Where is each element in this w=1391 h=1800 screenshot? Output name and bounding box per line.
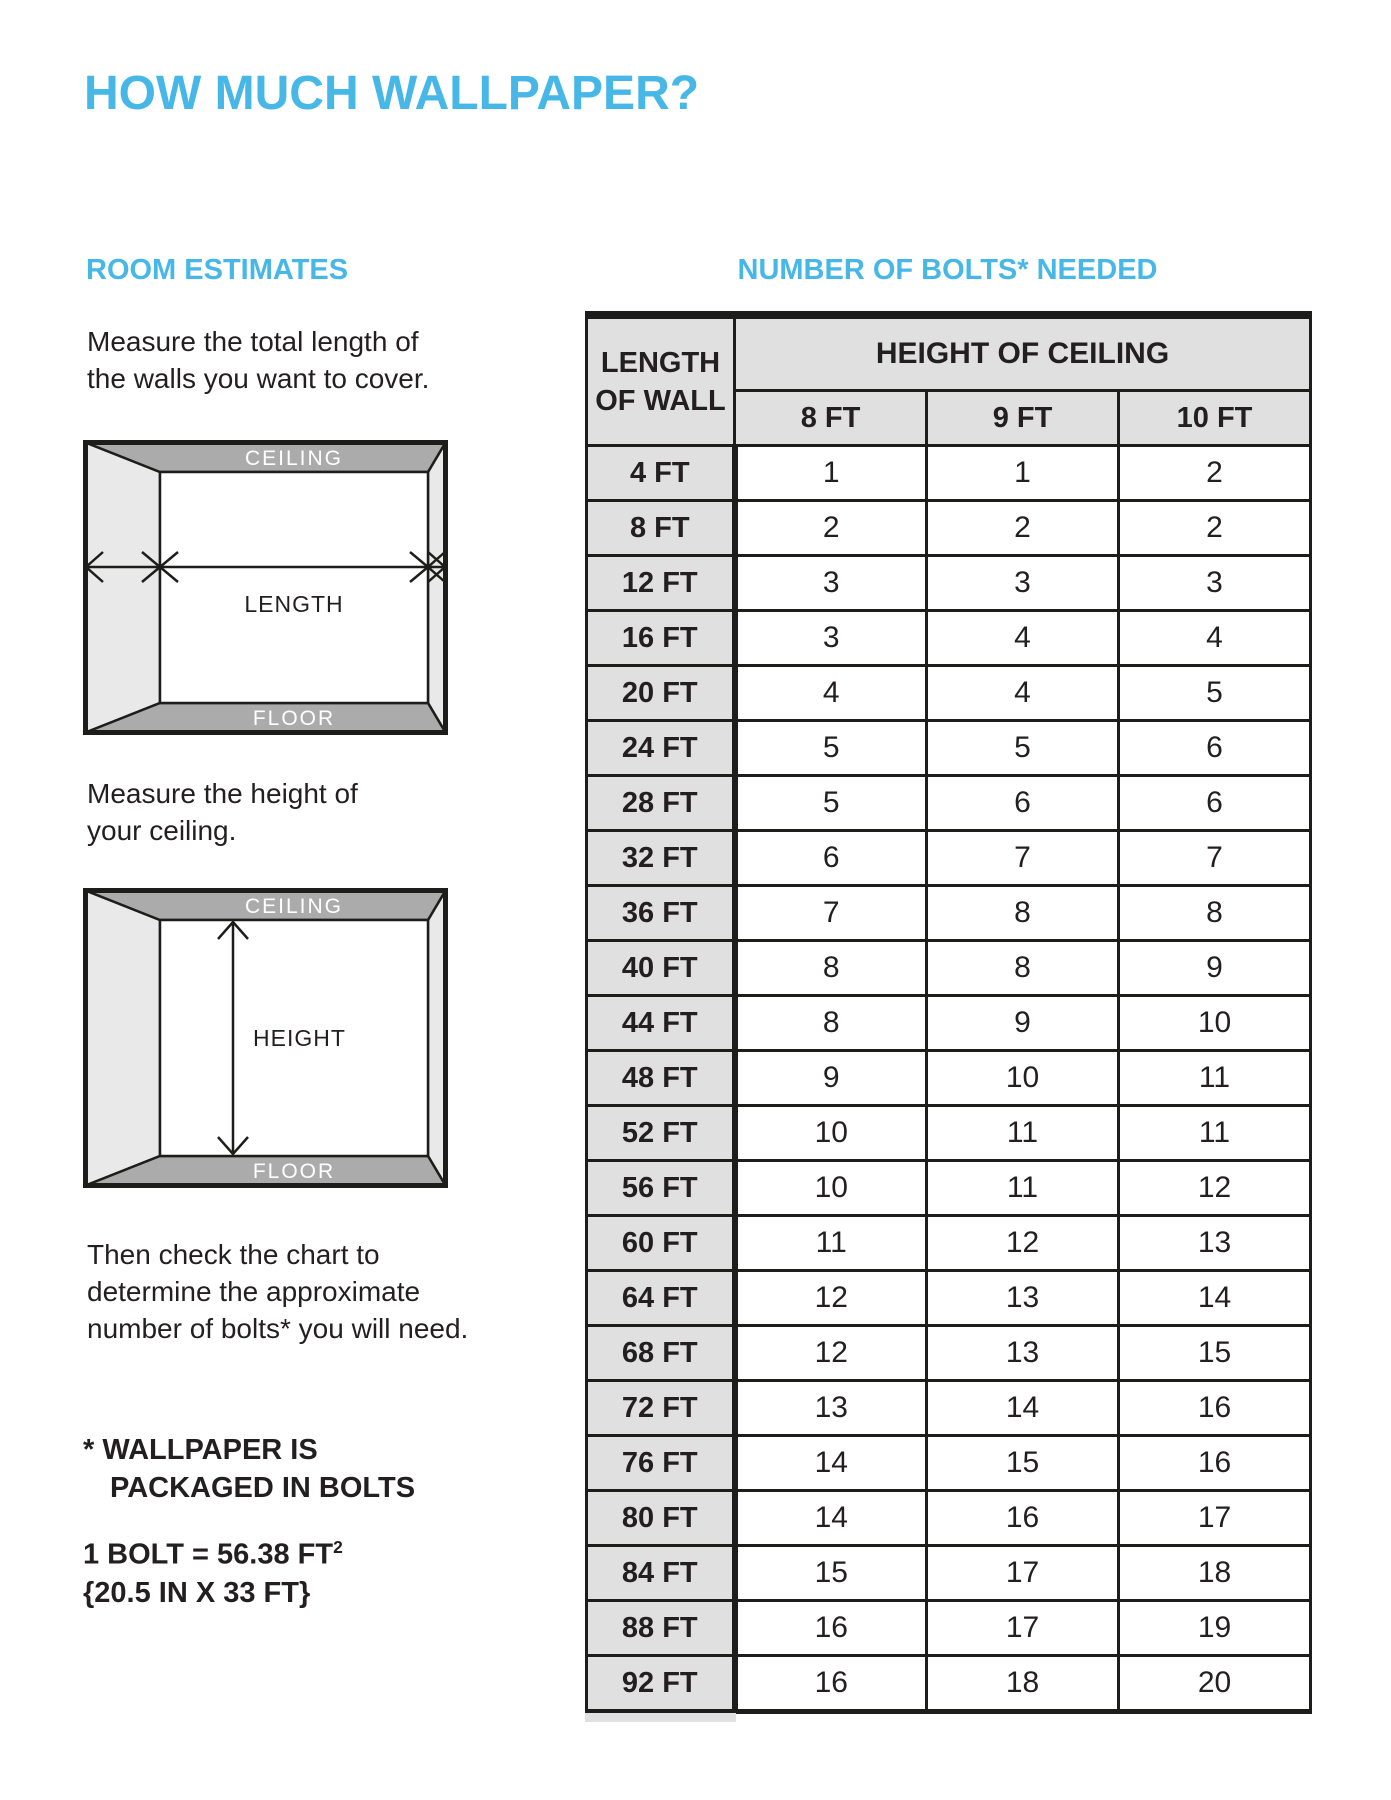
bolt-count-cell: 7 — [735, 886, 927, 941]
bolt-count-cell: 8 — [735, 941, 927, 996]
bolt-count-cell: 1 — [735, 446, 927, 501]
row-label: 28 FT — [587, 776, 735, 831]
length-label: LENGTH — [244, 591, 344, 617]
bolt-equivalence-note — [83, 1528, 343, 1612]
bolt-count-cell: 4 — [1119, 611, 1311, 666]
table-header-row — [587, 315, 1311, 391]
bolt-count-cell: 5 — [927, 721, 1119, 776]
row-label: 36 FT — [587, 886, 735, 941]
bolt-count-cell: 11 — [927, 1106, 1119, 1161]
bolt-count-cell: 12 — [735, 1271, 927, 1326]
bolt-count-cell: 17 — [927, 1546, 1119, 1601]
label-column-tab — [585, 1713, 736, 1722]
measure-length-paragraph — [87, 323, 429, 397]
bolt-count-cell: 16 — [735, 1601, 927, 1656]
table-row — [587, 776, 1311, 831]
bolt-count-cell: 16 — [1119, 1381, 1311, 1436]
row-label: 32 FT — [587, 831, 735, 886]
table-row — [587, 1656, 1311, 1712]
bolt-count-cell: 13 — [735, 1381, 927, 1436]
bolt-count-cell: 18 — [927, 1656, 1119, 1712]
floor-label: FLOOR — [252, 707, 336, 730]
bolt-count-cell: 3 — [1119, 556, 1311, 611]
bolt-count-cell: 10 — [927, 1051, 1119, 1106]
ceiling-label: CEILING — [244, 895, 344, 918]
table-row — [587, 941, 1311, 996]
table-row — [587, 831, 1311, 886]
table-row — [587, 501, 1311, 556]
bolt-count-cell: 12 — [927, 1216, 1119, 1271]
bolt-count-cell: 13 — [927, 1271, 1119, 1326]
footnote-line: PACKAGED IN BOLTS — [110, 1472, 416, 1504]
paragraph-line: Then check the chart to — [87, 1239, 380, 1270]
bolt-count-cell: 19 — [1119, 1601, 1311, 1656]
bolt-count-cell: 6 — [1119, 776, 1311, 831]
row-label: 44 FT — [587, 996, 735, 1051]
row-label: 88 FT — [587, 1601, 735, 1656]
table-row — [587, 1106, 1311, 1161]
bolt-count-cell: 5 — [1119, 666, 1311, 721]
height-of-ceiling-header: HEIGHT OF CEILING — [735, 315, 1311, 391]
bolt-count-cell: 9 — [927, 996, 1119, 1051]
bolt-count-cell: 11 — [1119, 1051, 1311, 1106]
bolt-count-cell: 16 — [1119, 1436, 1311, 1491]
bolt-count-cell: 5 — [735, 776, 927, 831]
bolt-count-cell: 2 — [1119, 501, 1311, 556]
bolt-count-cell: 15 — [927, 1436, 1119, 1491]
bolt-count-cell: 2 — [927, 501, 1119, 556]
bolt-count-cell: 7 — [927, 831, 1119, 886]
superscript-2: 2 — [333, 1537, 343, 1557]
header-line: OF WALL — [595, 384, 726, 417]
bolt-count-cell: 10 — [735, 1161, 927, 1216]
bolt-count-cell: 15 — [735, 1546, 927, 1601]
table-row — [587, 1216, 1311, 1271]
bolts-table-body — [587, 446, 1311, 1712]
table-row — [587, 1326, 1311, 1381]
table-row — [587, 1271, 1311, 1326]
row-label: 8 FT — [587, 501, 735, 556]
bolt-count-cell: 9 — [1119, 941, 1311, 996]
height-label: HEIGHT — [253, 1025, 346, 1051]
bolt-count-cell: 12 — [1119, 1161, 1311, 1216]
row-label: 4 FT — [587, 446, 735, 501]
header-line: LENGTH — [600, 346, 721, 379]
bolt-count-cell: 3 — [735, 611, 927, 666]
bolt-count-cell: 13 — [927, 1326, 1119, 1381]
row-label: 76 FT — [587, 1436, 735, 1491]
paragraph-line: your ceiling. — [87, 815, 237, 846]
table-row — [587, 1381, 1311, 1436]
table-row — [587, 1436, 1311, 1491]
row-label: 12 FT — [587, 556, 735, 611]
bolt-dimensions-line: {20.5 IN X 33 FT} — [83, 1576, 311, 1609]
row-label: 40 FT — [587, 941, 735, 996]
row-label: 16 FT — [587, 611, 735, 666]
bolt-count-cell: 9 — [735, 1051, 927, 1106]
bolt-count-cell: 8 — [1119, 886, 1311, 941]
paragraph-line: number of bolts* you will need. — [87, 1313, 469, 1344]
bolt-count-cell: 8 — [927, 886, 1119, 941]
bolt-equation-line: 1 BOLT = 56.38 $FT^2$ — [83, 1537, 343, 1571]
bolt-count-cell: 7 — [1119, 831, 1311, 886]
row-label: 52 FT — [587, 1106, 735, 1161]
bolt-count-cell: 8 — [735, 996, 927, 1051]
bolt-count-cell: 10 — [735, 1106, 927, 1161]
table-row — [587, 1601, 1311, 1656]
bolts-table-container — [585, 311, 1312, 1714]
bolt-count-cell: 16 — [927, 1491, 1119, 1546]
bolt-count-cell: 14 — [1119, 1271, 1311, 1326]
bolt-count-cell: 11 — [1119, 1106, 1311, 1161]
room-estimates-heading: ROOM ESTIMATES — [86, 254, 349, 286]
table-row — [587, 721, 1311, 776]
table-row — [587, 556, 1311, 611]
bolt-count-cell: 2 — [1119, 446, 1311, 501]
table-row — [587, 611, 1311, 666]
table-row — [587, 996, 1311, 1051]
bolt-count-cell: 14 — [735, 1491, 927, 1546]
row-label: 84 FT — [587, 1546, 735, 1601]
bolts-needed-heading: NUMBER OF BOLTS* NEEDED — [737, 254, 1158, 286]
table-row — [587, 666, 1311, 721]
floor-label: FLOOR — [252, 1160, 336, 1183]
col-header-9ft: 9 FT — [927, 391, 1119, 446]
check-chart-paragraph — [87, 1236, 468, 1347]
row-label: 56 FT — [587, 1161, 735, 1216]
bolt-count-cell: 11 — [735, 1216, 927, 1271]
row-label: 64 FT — [587, 1271, 735, 1326]
paragraph-line: the walls you want to cover. — [87, 363, 430, 394]
table-row — [587, 1051, 1311, 1106]
bolt-count-cell: 17 — [927, 1601, 1119, 1656]
row-label: 72 FT — [587, 1381, 735, 1436]
footnote-line: * WALLPAPER IS — [83, 1434, 318, 1466]
page-title: HOW MUCH WALLPAPER? — [84, 67, 700, 120]
bolt-count-cell: 6 — [927, 776, 1119, 831]
table-row — [587, 886, 1311, 941]
bolt-count-cell: 3 — [735, 556, 927, 611]
paragraph-line: Measure the total length of — [87, 326, 419, 357]
col-header-10ft: 10 FT — [1119, 391, 1311, 446]
row-label: 60 FT — [587, 1216, 735, 1271]
col-header-8ft: 8 FT — [735, 391, 927, 446]
bolts-table — [585, 311, 1312, 1714]
table-row — [587, 1491, 1311, 1546]
bolt-count-cell: 4 — [927, 611, 1119, 666]
bolt-count-cell: 12 — [735, 1326, 927, 1381]
row-label: 20 FT — [587, 666, 735, 721]
table-row — [587, 1161, 1311, 1216]
bolt-count-cell: 16 — [735, 1656, 927, 1712]
bolt-count-cell: 4 — [927, 666, 1119, 721]
ceiling-label: CEILING — [244, 447, 344, 470]
row-label: 24 FT — [587, 721, 735, 776]
row-label: 80 FT — [587, 1491, 735, 1546]
bolt-count-cell: 14 — [735, 1436, 927, 1491]
bolt-count-cell: 10 — [1119, 996, 1311, 1051]
bolt-count-cell: 2 — [735, 501, 927, 556]
row-label: 92 FT — [587, 1656, 735, 1712]
bolt-count-cell: 6 — [1119, 721, 1311, 776]
bolt-count-cell: 13 — [1119, 1216, 1311, 1271]
length-of-wall-header — [587, 315, 735, 446]
bolt-count-cell: 1 — [927, 446, 1119, 501]
bolt-count-cell: 8 — [927, 941, 1119, 996]
bolt-count-cell: 18 — [1119, 1546, 1311, 1601]
bolt-count-cell: 3 — [927, 556, 1119, 611]
room-diagram-length — [83, 440, 448, 735]
bolt-count-cell: 20 — [1119, 1656, 1311, 1712]
bolt-count-cell: 11 — [927, 1161, 1119, 1216]
bolt-count-cell: 15 — [1119, 1326, 1311, 1381]
bolt-count-cell: 17 — [1119, 1491, 1311, 1546]
room-diagram-height — [83, 888, 448, 1188]
measure-height-paragraph — [87, 775, 358, 849]
paragraph-line: Measure the height of — [87, 778, 358, 809]
table-row — [587, 446, 1311, 501]
bolt-count-cell: 5 — [735, 721, 927, 776]
bolt-count-cell: 14 — [927, 1381, 1119, 1436]
row-label: 48 FT — [587, 1051, 735, 1106]
table-row — [587, 1546, 1311, 1601]
paragraph-line: determine the approximate — [87, 1276, 421, 1307]
bolt-count-cell: 4 — [735, 666, 927, 721]
room-walls — [86, 443, 446, 733]
row-label: 68 FT — [587, 1326, 735, 1381]
wallpaper-footnote — [83, 1431, 415, 1507]
bolt-count-cell: 6 — [735, 831, 927, 886]
